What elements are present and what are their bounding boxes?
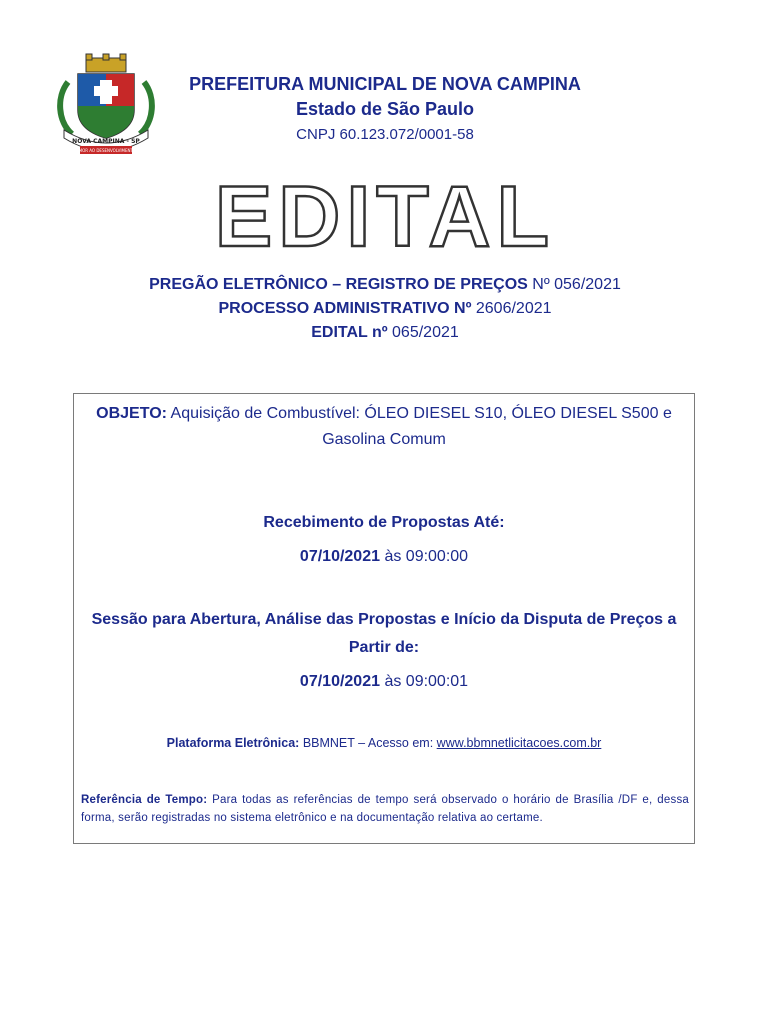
cnpj-line: CNPJ 60.123.072/0001-58 <box>296 126 474 143</box>
svg-text:NOVA CAMPINA - SP: NOVA CAMPINA - SP <box>72 138 140 145</box>
municipality-title: PREFEITURA MUNICIPAL DE NOVA CAMPINA <box>189 74 581 94</box>
bbmnet-link[interactable]: www.bbmnetlicitacoes.com.br <box>436 736 602 750</box>
identification-block <box>0 273 770 345</box>
state-title: Estado de São Paulo <box>295 99 475 119</box>
recebimento-block <box>74 506 694 574</box>
sessao-datetime: 07/10/2021 às 09:00:01 <box>299 673 469 690</box>
header-block <box>150 72 620 148</box>
edital-line: EDITAL nº 065/2021 <box>311 324 459 341</box>
recebimento-label: Recebimento de Propostas Até: <box>263 514 505 531</box>
referencia-paragraph: Referência de Tempo: Para todas as referências de tempo será observado o horário de Brasília /DF e, dessa forma, serão registradas no sistema eletrônico e na documentação relativa ao certame. <box>81 794 689 824</box>
sessao-label: Sessão para Abertura, Análise das Propostas e Início da Disputa de Preços a Partir de: <box>91 611 677 656</box>
svg-text:AMOR AO DESENVOLVIMENTO: AMOR AO DESENVOLVIMENTO <box>75 148 137 153</box>
pregao-line: PREGÃO ELETRÔNICO – REGISTRO DE PREÇOS Nº 056/2021 <box>149 276 621 293</box>
objeto-paragraph: OBJETO: Aquisição de Combustível: ÓLEO DIESEL S10, ÓLEO DIESEL S500 e Gasolina Comum <box>96 405 672 448</box>
svg-text:EDITAL: EDITAL <box>214 172 556 252</box>
edital-title <box>0 172 770 252</box>
processo-line: PROCESSO ADMINISTRATIVO Nº 2606/2021 <box>218 300 552 317</box>
recebimento-datetime: 07/10/2021 às 09:00:00 <box>299 548 469 565</box>
municipal-crest-logo <box>50 52 162 156</box>
plataforma-line: Plataforma Eletrônica: BBMNET – Acesso em: www.bbmnetlicitacoes.com.br <box>166 736 602 750</box>
summary-box <box>73 393 695 844</box>
